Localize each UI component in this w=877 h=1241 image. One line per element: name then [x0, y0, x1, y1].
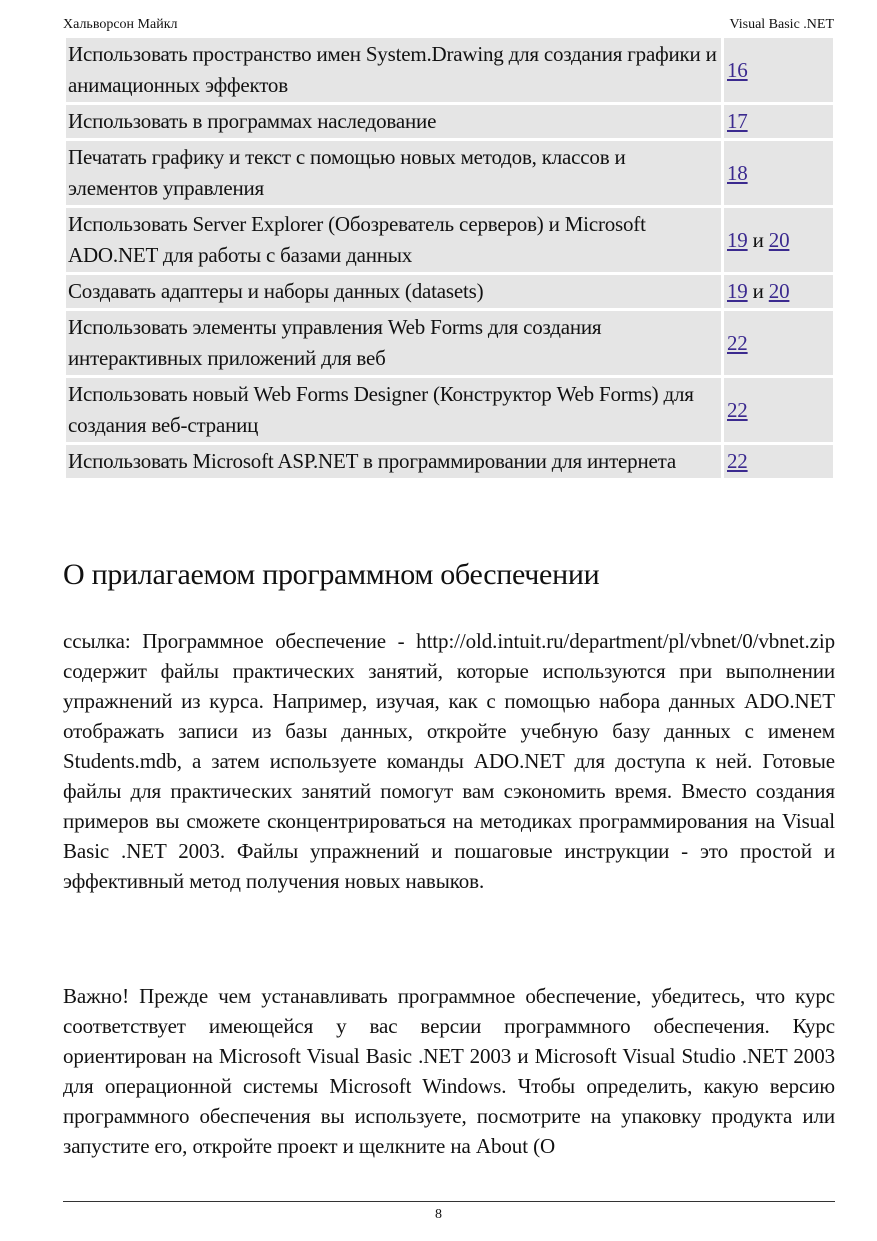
header-author: Хальворсон Майкл: [63, 17, 178, 32]
chapter-link[interactable]: 22: [727, 330, 748, 355]
chapter-link[interactable]: 20: [768, 227, 790, 252]
topic-description: Печатать графику и текст с помощью новых методов, классов и элементов управления: [66, 141, 721, 205]
table-row: [66, 311, 833, 375]
header-book-title: Visual Basic .NET: [729, 17, 834, 32]
topic-description: Использовать пространство имен System.Drawing для создания графики и анимационных эффектов: [66, 38, 721, 102]
footer-divider: [63, 1201, 835, 1202]
topic-description: Использовать в программах наследование: [66, 105, 721, 138]
topic-description: Использовать элементы управления Web Forms для создания интерактивных приложений для веб: [66, 311, 721, 375]
chapter-link[interactable]: 22: [727, 397, 748, 422]
table-row: [66, 208, 833, 272]
running-header: [63, 16, 834, 34]
section-title: О прилагаемом программном обеспечении: [63, 558, 600, 591]
topic-description: Использовать Microsoft ASP.NET в программировании для интернета: [66, 445, 721, 478]
table-row: [66, 378, 833, 442]
chapter-links-cell: [724, 105, 833, 138]
chapter-links-cell: [724, 378, 833, 442]
chapter-links-cell: [724, 141, 833, 205]
chapter-link[interactable]: 19: [727, 227, 748, 252]
chapter-link[interactable]: 18: [727, 160, 748, 185]
chapter-conjunction: и: [752, 227, 764, 252]
paragraph-software-link: ссылка: Программное обеспечение - http://old.intuit.ru/department/pl/vbnet/0/vbnet.zip содержит файлы практических занятий, которые используются при выполнении упражнений из курса. Например, изучая, как с помощью набора данных ADO.NET отображать записи из базы данных, откройте учебную базу данных с именем Students.mdb, а затем используете команды ADO.NET для доступа к ней. Готовые файлы для практических занятий помогут вам сэкономить время. Вместо создания примеров вы сможете сконцентрироваться на методиках программирования на Visual Basic .NET 2003. Файлы упражнений и пошаговые инструкции - это простой и эффективный метод получения новых навыков.: [63, 629, 835, 893]
table-row: [66, 38, 833, 102]
topic-description: Создавать адаптеры и наборы данных (datasets): [66, 275, 721, 308]
page-number: 8: [435, 1207, 442, 1222]
chapter-link[interactable]: 17: [727, 109, 748, 133]
chapter-links-cell: [724, 38, 833, 102]
chapter-links-cell: [724, 275, 833, 308]
table-row: [66, 141, 833, 205]
chapter-conjunction: и: [752, 279, 764, 303]
table-row: [66, 445, 833, 478]
table-row: [66, 275, 833, 308]
chapter-links-cell: [724, 208, 833, 272]
chapter-links-cell: [724, 445, 833, 478]
chapter-link[interactable]: 22: [727, 449, 748, 473]
chapter-link[interactable]: 19: [727, 279, 748, 303]
paragraph-important-note: Важно! Прежде чем устанавливать программное обеспечение, убедитесь, что курс соответствует имеющейся у вас версии программного обеспечения. Курс ориентирован на Microsoft Visual Basic .NET 2003 и Microsoft Visual Studio .NET 2003 для операционной системы Microsoft Windows. Чтобы определить, какую версию программного обеспечения вы используете, посмотрите на упаковку продукта или запустите его, откройте проект и щелкните на About (О: [63, 984, 835, 1158]
chapter-link[interactable]: 16: [727, 57, 748, 82]
topic-description: Использовать новый Web Forms Designer (Конструктор Web Forms) для создания веб-страниц: [66, 378, 721, 442]
chapter-links-cell: [724, 311, 833, 375]
topics-table: [63, 35, 836, 481]
chapter-link[interactable]: 20: [768, 279, 790, 303]
topic-description: Использовать Server Explorer (Обозреватель серверов) и Microsoft ADO.NET для работы с базами данных: [66, 208, 721, 272]
table-row: [66, 105, 833, 138]
